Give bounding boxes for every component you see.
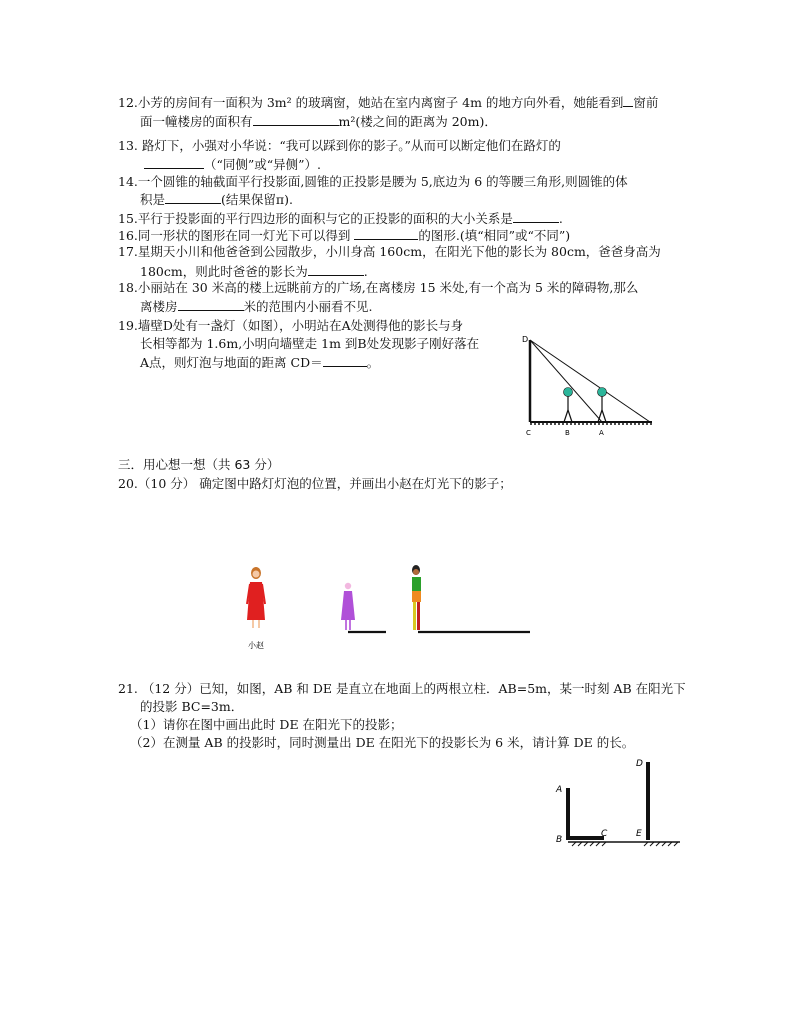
label-d: D: [522, 335, 529, 344]
light-ray-2: [530, 340, 602, 422]
label-d: D: [636, 759, 643, 769]
label-a: A: [599, 429, 604, 437]
q18-line2: 离楼房 米的范围内小丽看不见.: [140, 299, 373, 314]
q20-text: 20.（10 分） 确定图中路灯灯泡的位置，并画出小赵在灯光下的影子；: [118, 476, 512, 491]
label-b: B: [565, 429, 570, 437]
q21-figure: [548, 752, 688, 852]
q14-line2: 积是 (结果保留π).: [140, 192, 293, 207]
q20-figure: [240, 560, 540, 656]
q19-blank[interactable]: [323, 354, 367, 367]
q18-blank[interactable]: [178, 298, 244, 311]
label-b: B: [556, 835, 563, 845]
section3-title: 三．用心想一想（共 63 分）: [118, 457, 280, 472]
q19-line2: 长相等都为 1.6m,小明向墙壁走 1m 到B处发现影子刚好落在: [140, 336, 480, 351]
q13-line1: 13. 路灯下，小强对小华说：“我可以踩到你的影子。”从而可以断定他们在路灯的: [118, 138, 561, 153]
q21-part1: （1）请你在图中画出此时 DE 在阳光下的投影；: [130, 717, 403, 732]
light-ray-1: [530, 340, 650, 422]
q17-blank[interactable]: [308, 263, 364, 276]
q19-line1: 19.墙壁D处有一盏灯（如图），小明站在A处测得他的影长与身: [118, 318, 464, 333]
q16-line: 16.同一形状的图形在同一灯光下可以得到 的图形.(填“相同”或“不同”): [118, 228, 571, 243]
q21-line2: 的投影 BC=3m．: [140, 699, 244, 714]
q14-line1: 14.一个圆锥的轴截面平行投影面,圆锥的正投影是腰为 5,底边为 6 的等腰三角形,则圆锥的体: [118, 174, 628, 189]
q19-line3: A点，则灯泡与地面的距离 CD＝ 。: [140, 355, 380, 370]
label-c: C: [601, 829, 608, 839]
label-e: E: [636, 829, 642, 839]
person-b-icon: [564, 388, 573, 423]
q21-part2: （2）在测量 AB 的投影时，同时测量出 DE 在阳光下的投影长为 6 米，请计算 DE 的长。: [130, 735, 635, 750]
q15-blank[interactable]: [513, 210, 559, 223]
q15-line: 15.平行于投影面的平行四边形的面积与它的正投影的面积的大小关系是 .: [118, 211, 563, 226]
person-a-icon: [598, 388, 607, 423]
q13-blank[interactable]: [144, 156, 204, 169]
q17-line1: 17.星期天小川和他爸爸到公园散步，小川身高 160cm，在阳光下他的影长为 80cm，爸爸身高为: [118, 244, 661, 259]
q16-blank[interactable]: [354, 227, 418, 240]
q17-line2: 180cm，则此时爸爸的影长为 .: [140, 264, 368, 279]
q19-figure: [520, 330, 660, 440]
q12-blank-small[interactable]: [623, 94, 633, 107]
xiaozhao-label: 小赵: [248, 641, 264, 650]
q12-line2: 面一幢楼房的面积有 m²(楼之间的距离为 20m)．: [140, 114, 497, 129]
q14-blank[interactable]: [165, 191, 221, 204]
q13-line2: （“同侧”或“异侧”）.: [144, 156, 321, 173]
q21-line1: 21. （12 分）已知，如图，AB 和 DE 是直立在地面上的两根立柱．AB=5m，某一时刻 AB 在阳光下: [118, 681, 686, 696]
q12-line1: 12.小芳的房间有一面积为 3m² 的玻璃窗，她站在室内离窗子 4m 的地方向外看，她能看到 窗前: [118, 95, 659, 110]
q18-line1: 18.小丽站在 30 米高的楼上远眺前方的广场,在离楼房 15 米处,有一个高为 5 米的障碍物,那么: [118, 280, 639, 295]
q12-blank[interactable]: [253, 113, 339, 126]
person-boy-icon: [412, 565, 421, 630]
person-girl-icon: [341, 583, 355, 630]
label-c: C: [526, 429, 531, 437]
label-a: A: [556, 785, 563, 795]
person-xiaozhao-icon: [247, 567, 265, 628]
